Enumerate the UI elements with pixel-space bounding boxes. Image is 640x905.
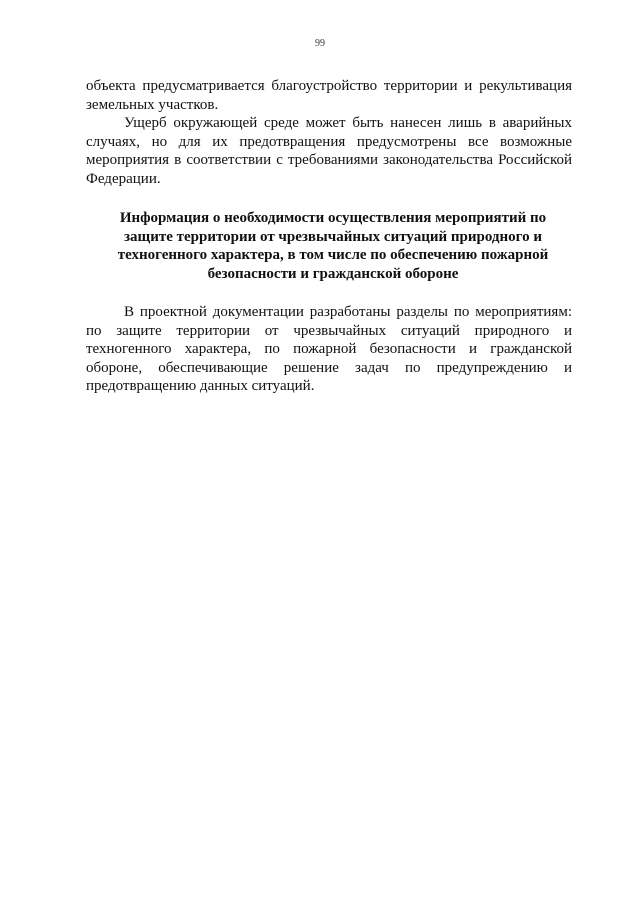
paragraph-continuation: объекта предусматривается благоустройство территории и рекультивация земельных участков. xyxy=(86,78,572,113)
section-heading-line: техногенного характера, в том числе по обеспечению пожарной xyxy=(117,247,549,263)
page-number: 99 xyxy=(315,38,325,49)
section-heading xyxy=(86,209,572,283)
section-heading-line: Информация о необходимости осуществления мероприятий по xyxy=(119,210,547,226)
section-heading-line: защите территории от чрезвычайных ситуаций природного и xyxy=(124,228,542,245)
paragraph-project-documentation: В проектной документации разработаны разделы по мероприятиям: по защите территории от чрезвычайных ситуаций природного и техногенного характера, по пожарной безопасности и гражданской обороне, обеспечивающие решение задач по предупреждению и предотвращению данных ситуаций. xyxy=(86,304,572,394)
section-heading-line: безопасности и гражданской обороне xyxy=(207,265,459,282)
document-body xyxy=(86,77,572,396)
paragraph-environmental-damage: Ущерб окружающей среде может быть нанесен лишь в аварийных случаях, но для их предотвращения предусмотрены все возможные мероприятия в соответствии с требованиями законодательства Российской Федерации. xyxy=(86,115,572,187)
